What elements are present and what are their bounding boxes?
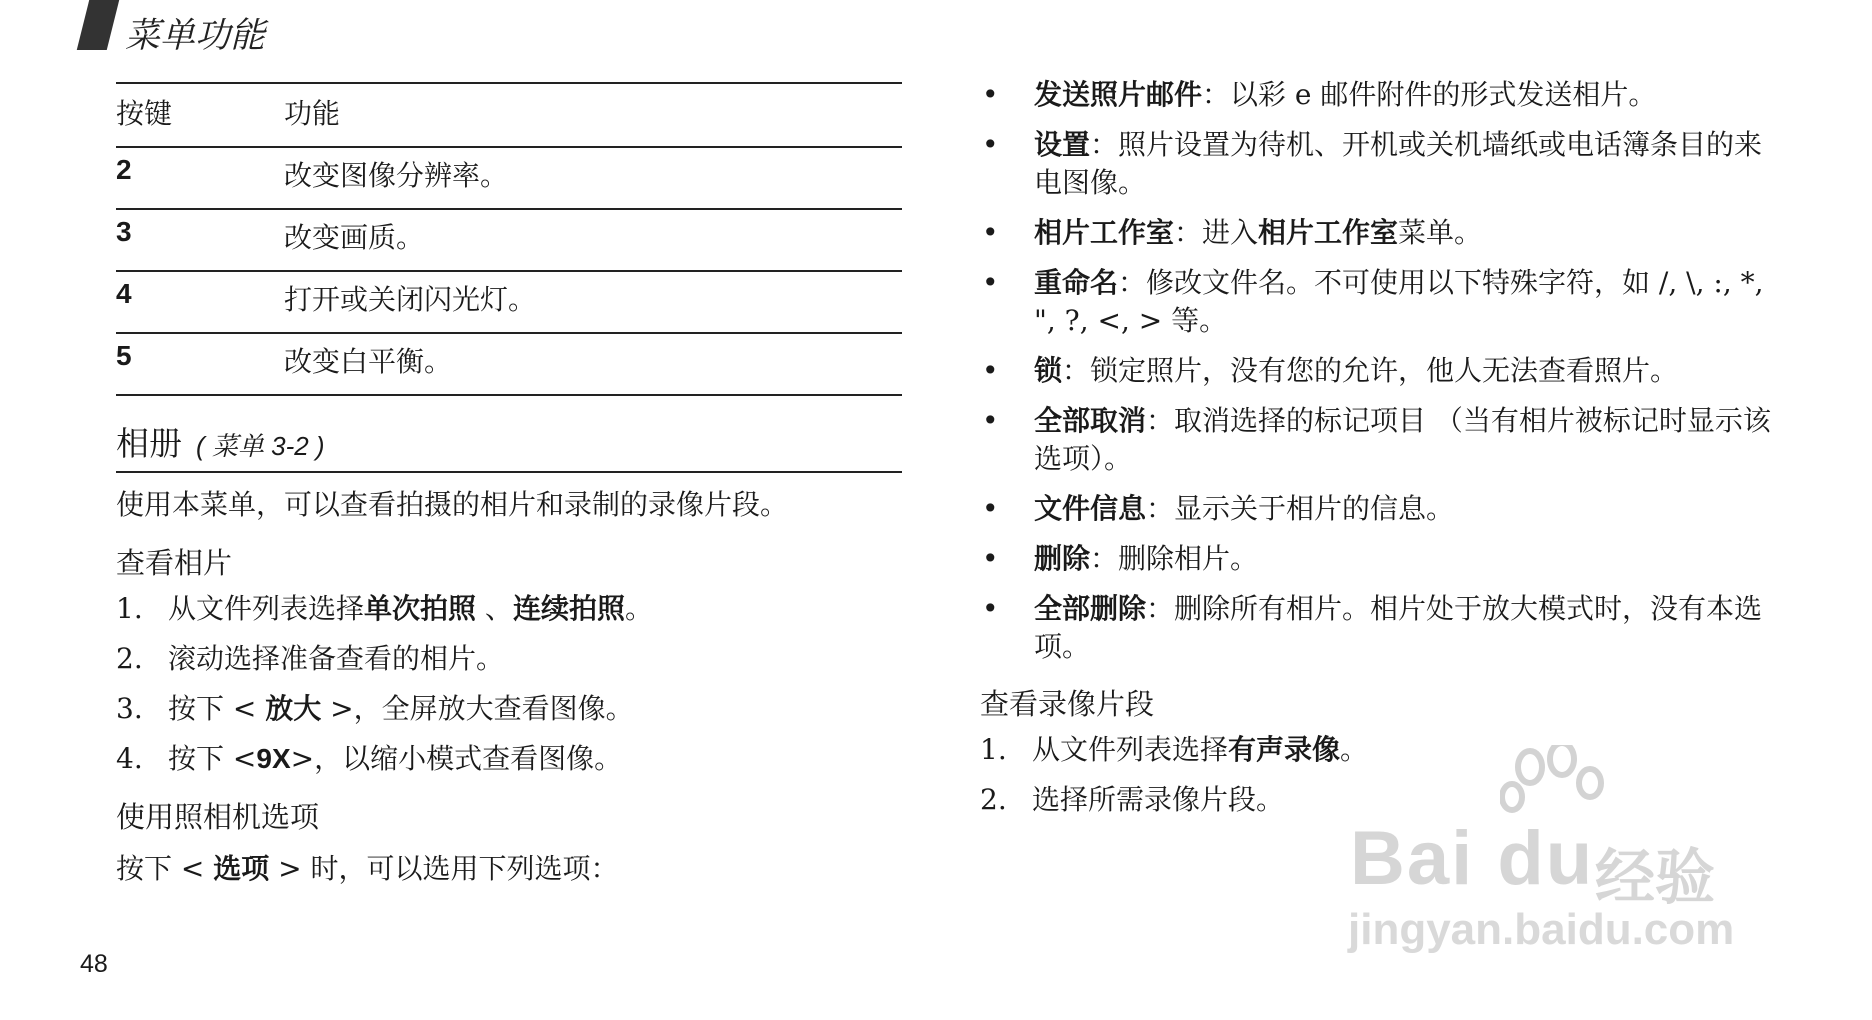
text-part: 按下 < [116,852,214,885]
softkey-zoom: 放大 [265,692,322,725]
table-cell-function: 改变画质。 [284,209,902,271]
list-item [980,540,1780,578]
page-number: 48 [80,950,108,978]
list-item [980,264,1780,340]
view-photos-heading: 查看相片 [116,546,233,580]
table-cell-key: 5 [116,333,284,395]
option-desc: ：显示关于相片的信息。 [1146,492,1455,525]
table-header-row [116,83,902,147]
option-name: 设置 [1034,128,1091,161]
menu-name-single-shot: 单次拍照 [364,592,477,625]
table-row [116,333,902,395]
step-text [1032,730,1368,770]
chapter-title: 菜单功能 [125,16,266,56]
option-desc: ：删除所有相片。相片处于放大模式时，没有本选项。 [1034,592,1763,663]
list-item [980,352,1780,390]
option-name: 发送照片邮件 [1034,78,1203,111]
step-number: 4. [116,742,143,775]
bullet-icon: • [982,354,999,387]
bullet-icon: • [982,266,999,299]
album-intro: 使用本菜单，可以查看拍摄的相片和录制的录像片段。 [116,488,789,521]
bullet-icon: • [982,404,999,437]
step-number: 2. [116,642,143,675]
option-name: 删除 [1034,542,1091,575]
bullet-icon: • [982,542,999,575]
watermark-brand: Bai du [1350,816,1595,901]
option-name: 锁 [1034,354,1063,387]
option-name: 文件信息 [1034,492,1147,525]
menu-name-multi-shot: 连续拍照 [512,592,625,625]
album-title: 相册 [116,424,182,463]
step-text: 选择所需录像片段。 [1032,783,1285,816]
list-item [980,214,1780,252]
step-text-part: >，全屏放大查看图像。 [321,692,634,725]
option-desc: ：删除相片。 [1090,542,1259,575]
camera-options-text [116,849,902,889]
table-cell-key: 4 [116,271,284,333]
list-item [980,490,1780,528]
step-text-part: 。 [1340,733,1369,766]
option-desc: ：取消选择的标记项目 （当有相片被标记时显示该选项）。 [1034,404,1771,475]
album-section-heading [116,418,902,473]
option-text [1034,76,1656,114]
step-number: 1. [980,733,1007,766]
step-text-part: 从文件列表选择 [1032,733,1229,766]
list-item [116,739,902,779]
step-number: 3. [116,692,143,725]
table-header-function: 功能 [284,83,902,147]
chapter-marker [77,0,119,50]
list-item [116,689,902,729]
step-text-part: 按下 < [168,742,257,775]
watermark-url: jingyan.baidu.com [1348,905,1735,954]
list-item [980,126,1780,202]
table-header-key: 按键 [116,83,284,147]
step-number: 2. [980,783,1007,816]
table-cell-function: 改变图像分辨率。 [284,147,902,209]
bullet-icon: • [982,128,999,161]
option-desc: ：修改文件名。不可使用以下特殊字符，如 /, \, :, *, ", ?, <, > 等。 [1034,266,1764,337]
option-text [1034,590,1780,666]
option-name: 全部取消 [1034,404,1147,437]
step-text [168,689,634,729]
list-item [116,639,902,679]
option-text [1034,540,1258,578]
step-text-part: >，以缩小模式查看图像。 [290,742,623,775]
camera-options-heading: 使用照相机选项 [116,800,320,834]
table-cell-key: 2 [116,147,284,209]
option-text [1034,126,1780,202]
option-name: 重命名 [1034,266,1119,299]
option-text [1034,214,1482,252]
option-desc: 菜单。 [1398,216,1483,249]
bullet-icon: • [982,78,999,111]
watermark-brand-cn: 经验 [1595,844,1715,911]
text-part: > 时，可以选用下列选项： [269,852,619,885]
right-column [980,76,1780,830]
key-9x: 9X [256,743,291,774]
option-list [980,76,1780,666]
step-text-part: 、 [476,592,513,625]
table-row [116,209,902,271]
table-cell-function: 改变白平衡。 [284,333,902,395]
table-cell-key: 3 [116,209,284,271]
left-column [116,82,902,889]
view-photos-steps [116,589,902,779]
softkey-options: 选项 [213,852,270,885]
list-item [980,402,1780,478]
option-desc: ：锁定照片，没有您的允许，他人无法查看照片。 [1062,354,1679,387]
table-cell-function: 打开或关闭闪光灯。 [284,271,902,333]
option-text [1034,490,1454,528]
option-text [1034,264,1780,340]
baidu-jingyan-watermark [1330,745,1780,965]
list-item [116,589,902,629]
step-text-part: 按下 < [168,692,266,725]
list-item [980,590,1780,666]
bullet-icon: • [982,216,999,249]
option-desc: ：照片设置为待机、开机或关机墙纸或电话簿条目的来电图像。 [1034,128,1763,199]
step-text [168,589,653,629]
option-name: 全部删除 [1034,592,1147,625]
option-desc: ：以彩 e 邮件附件的形式发送相片。 [1202,78,1657,111]
album-menu-ref: ( 菜单 3-2 ) [196,431,325,461]
bullet-icon: • [982,492,999,525]
step-number: 1. [116,592,143,625]
key-function-table [116,82,902,396]
table-row [116,147,902,209]
option-text [1034,402,1780,478]
step-text-part: 。 [624,592,653,625]
option-name: 相片工作室 [1034,216,1175,249]
menu-name-video: 有声录像 [1228,733,1341,766]
option-desc: ：进入 [1174,216,1259,249]
view-videos-heading: 查看录像片段 [980,687,1155,721]
bullet-icon: • [982,592,999,625]
step-text [168,739,622,779]
table-row [116,271,902,333]
step-text-part: 从文件列表选择 [168,592,365,625]
option-text [1034,352,1678,390]
option-name: 相片工作室 [1258,216,1399,249]
list-item [980,76,1780,114]
step-text: 滚动选择准备查看的相片。 [168,642,505,675]
